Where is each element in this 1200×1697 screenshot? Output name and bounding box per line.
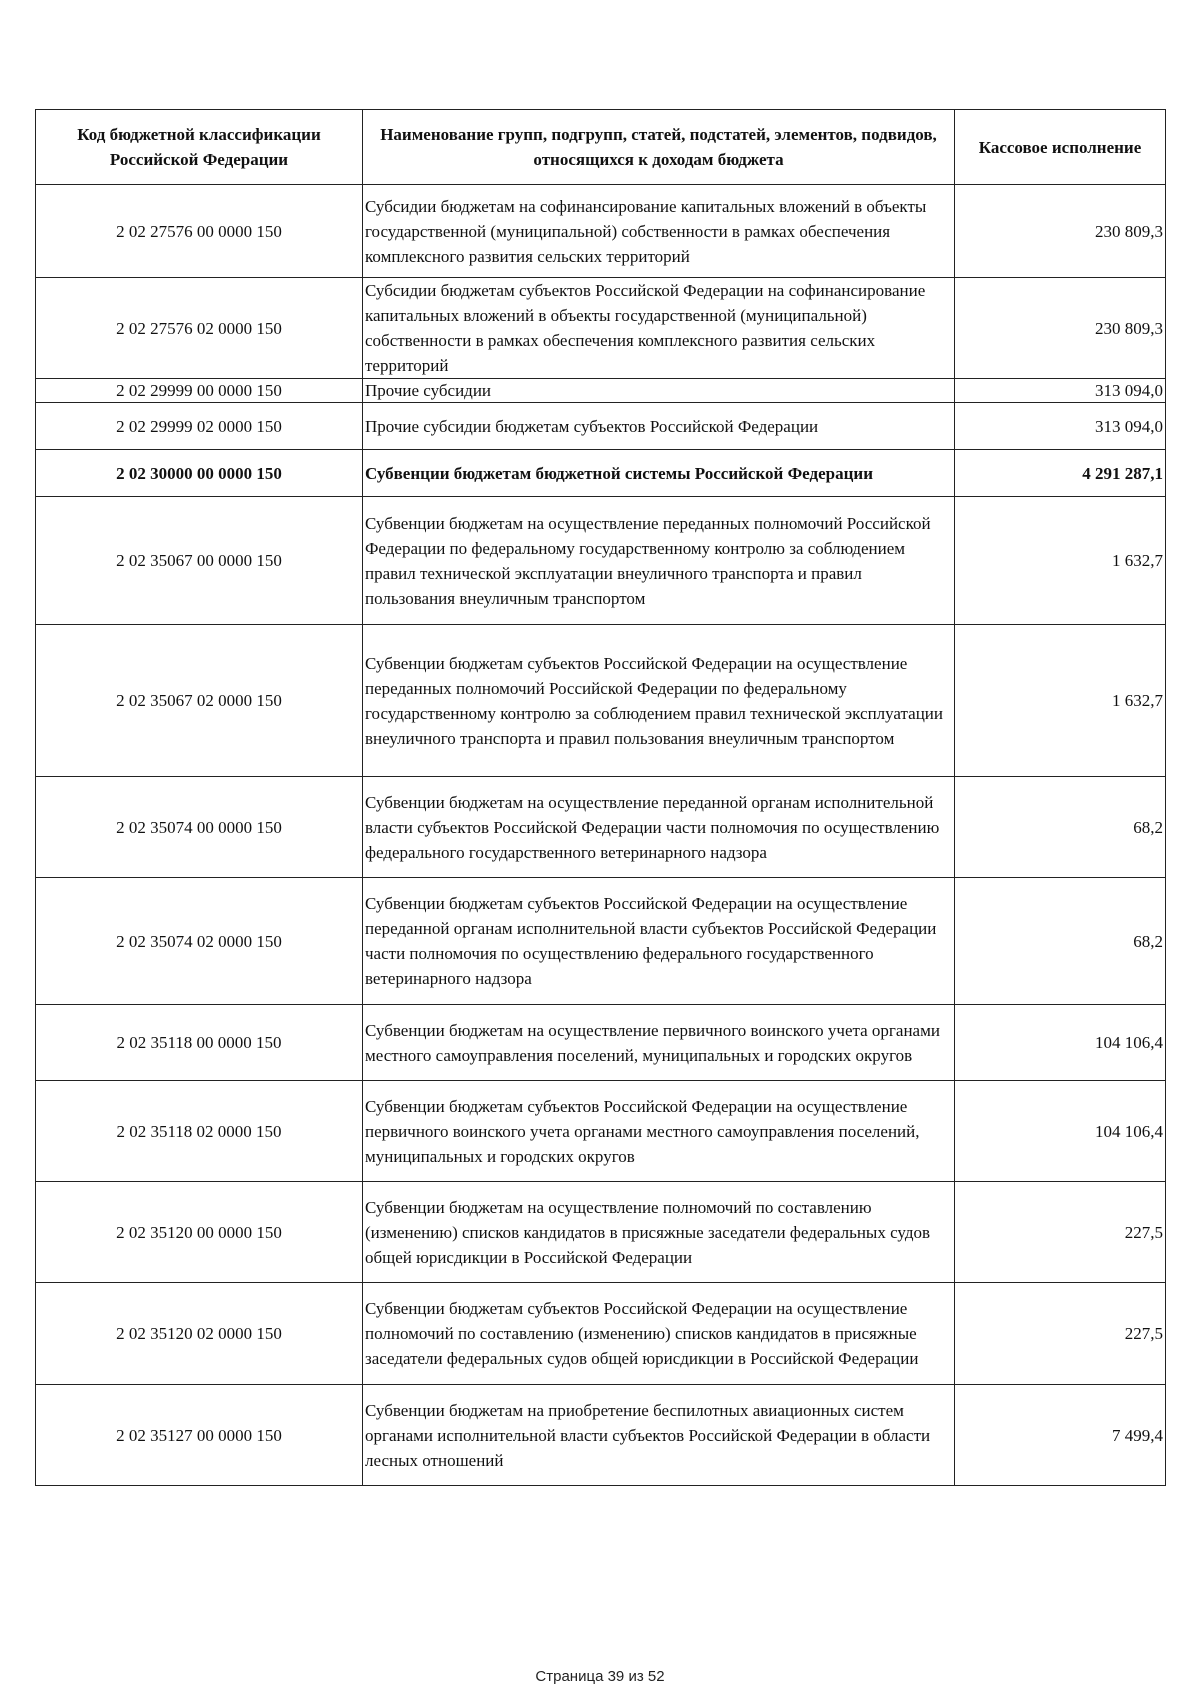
row-name: Субвенции бюджетам субъектов Российской Федерации на осуществление переданной органам исполнительной власти субъектов Российской Федерации части полномочия по осуществлению федерального государственного ветеринарного надзора xyxy=(363,878,955,1005)
row-amount: 68,2 xyxy=(955,777,1166,878)
row-name: Субвенции бюджетам на осуществление первичного воинского учета органами местного самоуправления поселений, муниципальных и городских округов xyxy=(363,1005,955,1081)
row-code: 2 02 30000 00 0000 150 xyxy=(36,450,363,497)
row-name: Субвенции бюджетам на осуществление переданной органам исполнительной власти субъектов Российской Федерации части полномочия по осуществлению федерального государственного ветеринарного надзора xyxy=(363,777,955,878)
row-code: 2 02 35120 02 0000 150 xyxy=(36,1283,363,1385)
row-amount: 1 632,7 xyxy=(955,497,1166,625)
row-code: 2 02 27576 02 0000 150 xyxy=(36,278,363,379)
table-row-total xyxy=(36,450,1166,497)
row-name: Субвенции бюджетам субъектов Российской Федерации на осуществление полномочий по составлению (изменению) списков кандидатов в присяжные заседатели федеральных судов общей юрисдикции в Российской Федерации xyxy=(363,1283,955,1385)
row-amount: 1 632,7 xyxy=(955,625,1166,777)
row-code: 2 02 29999 00 0000 150 xyxy=(36,379,363,403)
row-code: 2 02 35118 00 0000 150 xyxy=(36,1005,363,1081)
header-amount: Кассовое исполнение xyxy=(955,110,1166,185)
row-code: 2 02 35118 02 0000 150 xyxy=(36,1081,363,1182)
row-code: 2 02 35067 00 0000 150 xyxy=(36,497,363,625)
row-code: 2 02 35074 00 0000 150 xyxy=(36,777,363,878)
row-code: 2 02 35127 00 0000 150 xyxy=(36,1385,363,1486)
table-row xyxy=(36,278,1166,379)
table-row xyxy=(36,1081,1166,1182)
page-label: Страница xyxy=(535,1668,604,1685)
row-name: Субвенции бюджетам на осуществление полномочий по составлению (изменению) списков кандидатов в присяжные заседатели федеральных судов общей юрисдикции в Российской Федерации xyxy=(363,1182,955,1283)
row-name: Субвенции бюджетам субъектов Российской Федерации на осуществление первичного воинского учета органами местного самоуправления поселений, муниципальных и городских округов xyxy=(363,1081,955,1182)
row-name: Прочие субсидии xyxy=(363,379,955,403)
row-code: 2 02 35120 00 0000 150 xyxy=(36,1182,363,1283)
row-code: 2 02 29999 02 0000 150 xyxy=(36,403,363,450)
table-row xyxy=(36,1385,1166,1486)
row-code: 2 02 35074 02 0000 150 xyxy=(36,878,363,1005)
header-code: Код бюджетной классификации Российской Федерации xyxy=(36,110,363,185)
row-name: Субвенции бюджетам субъектов Российской Федерации на осуществление переданных полномочий Российской Федерации по федеральному государственному контролю за соблюдением правил технической эксплуатации внеуличного транспорта и правил пользования внеуличным транспортом xyxy=(363,625,955,777)
table-row xyxy=(36,379,1166,403)
of-label: из xyxy=(628,1668,644,1685)
table-row xyxy=(36,878,1166,1005)
table-row xyxy=(36,625,1166,777)
row-amount: 68,2 xyxy=(955,878,1166,1005)
row-amount: 104 106,4 xyxy=(955,1081,1166,1182)
row-amount: 230 809,3 xyxy=(955,278,1166,379)
page-number: 39 xyxy=(607,1668,625,1685)
row-name: Субвенции бюджетам на осуществление переданных полномочий Российской Федерации по федеральному государственному контролю за соблюдением правил технической эксплуатации внеуличного транспорта и правил пользования внеуличным транспортом xyxy=(363,497,955,625)
row-code: 2 02 35067 02 0000 150 xyxy=(36,625,363,777)
table-row xyxy=(36,1182,1166,1283)
table-row xyxy=(36,185,1166,278)
row-amount: 230 809,3 xyxy=(955,185,1166,278)
row-name: Прочие субсидии бюджетам субъектов Российской Федерации xyxy=(363,403,955,450)
table-header-row xyxy=(36,110,1166,185)
page-footer xyxy=(0,1668,1200,1685)
table-row xyxy=(36,1005,1166,1081)
row-amount: 313 094,0 xyxy=(955,379,1166,403)
table-row xyxy=(36,777,1166,878)
table-row xyxy=(36,1283,1166,1385)
row-code: 2 02 27576 00 0000 150 xyxy=(36,185,363,278)
row-amount: 104 106,4 xyxy=(955,1005,1166,1081)
table-row xyxy=(36,403,1166,450)
total-pages: 52 xyxy=(647,1668,665,1685)
row-amount: 227,5 xyxy=(955,1182,1166,1283)
row-amount: 313 094,0 xyxy=(955,403,1166,450)
row-name: Субвенции бюджетам на приобретение беспилотных авиационных систем органами исполнительной власти субъектов Российской Федерации в области лесных отношений xyxy=(363,1385,955,1486)
row-name: Субвенции бюджетам бюджетной системы Российской Федерации xyxy=(363,450,955,497)
table-row xyxy=(36,497,1166,625)
header-name: Наименование групп, подгрупп, статей, подстатей, элементов, подвидов, относящихся к доходам бюджета xyxy=(363,110,955,185)
row-amount: 4 291 287,1 xyxy=(955,450,1166,497)
row-name: Субсидии бюджетам субъектов Российской Федерации на софинансирование капитальных вложений в объекты государственной (муниципальной) собственности в рамках обеспечения комплексного развития сельских территорий xyxy=(363,278,955,379)
row-amount: 7 499,4 xyxy=(955,1385,1166,1486)
budget-revenue-table xyxy=(35,109,1166,1486)
row-amount: 227,5 xyxy=(955,1283,1166,1385)
row-name: Субсидии бюджетам на софинансирование капитальных вложений в объекты государственной (муниципальной) собственности в рамках обеспечения комплексного развития сельских территорий xyxy=(363,185,955,278)
